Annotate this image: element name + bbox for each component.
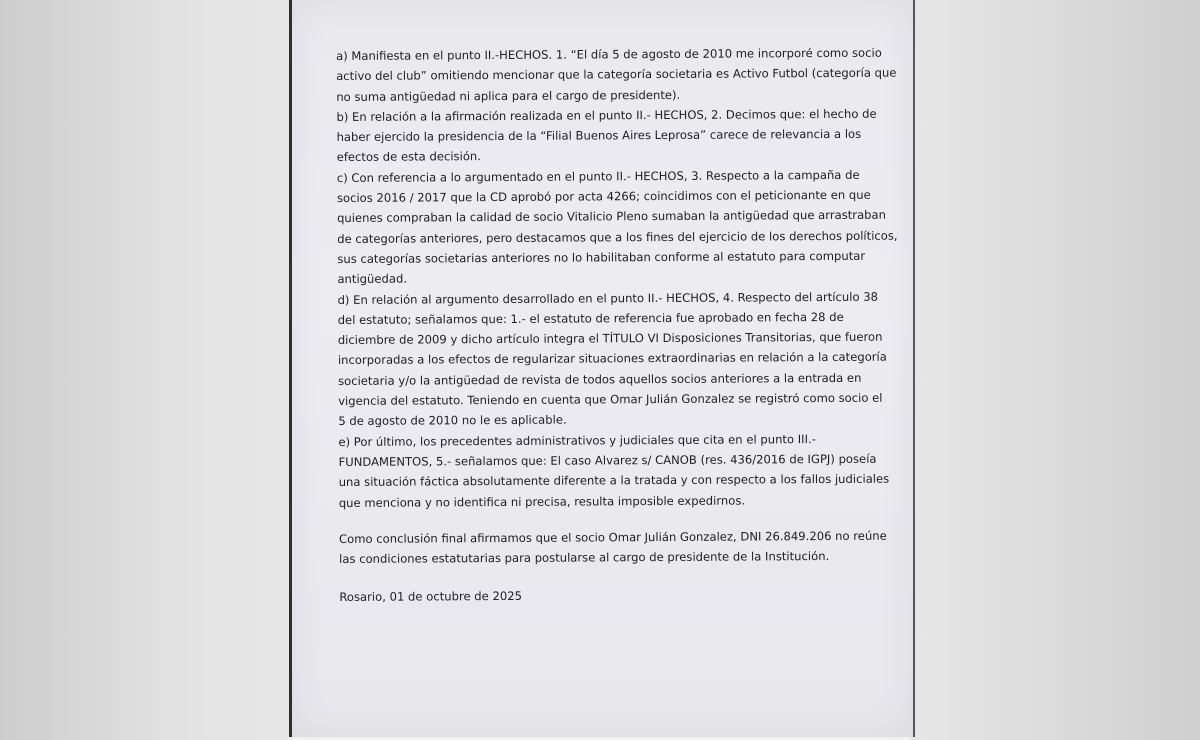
- document-body: [336, 43, 898, 608]
- background-right: [910, 0, 1200, 740]
- body-line: una situación fáctica absolutamente diferente a la tratada y con respecto a los fallos judiciales: [338, 471, 890, 490]
- body-line: sus categorías societarias anteriores no lo habilitaban conforme al estatuto para computar: [337, 248, 866, 266]
- body-line: activo del club” omitiendo mencionar que la categoría societaria es Activo Futbol (categoría que: [336, 65, 897, 84]
- body-line: haber ejercido la presidencia de la “Filial Buenos Aires Leprosa” carece de relevancia a los: [336, 126, 862, 145]
- conclusion-line: Como conclusión final afirmamos que el socio Omar Julián Gonzalez, DNI 26.849.206 no reúne: [338, 528, 887, 546]
- body-line: que menciona y no identifica ni precisa, resulta imposible expedirnos.: [338, 493, 746, 510]
- body-line: d) En relación al argumento desarrollado en el punto II.- HECHOS, 4. Respecto del artículo 38: [337, 289, 879, 307]
- body-line: c) Con referencia a lo argumentado en el punto II.- HECHOS, 3. Respecto a la campaña de: [336, 167, 860, 185]
- background-left: [0, 0, 289, 740]
- conclusion-line: las condiciones estatutarias para postularse al cargo de presidente de la Institución.: [339, 549, 830, 567]
- body-line: vigencia del estatuto. Teniendo en cuenta que Omar Julián Gonzalez se registró como socio el: [338, 390, 883, 409]
- body-line: societaria y/o la antigüedad de revista de todos aquellos socios anteriores a la entrada en: [338, 370, 862, 388]
- body-line: efectos de esta decisión.: [336, 149, 481, 165]
- body-line: b) En relación a la afirmación realizada en el punto II.- HECHOS, 2. Decimos que: el hecho de: [336, 106, 877, 124]
- body-line: e) Por último, los precedentes administrativos y judiciales que cita en el punto III.-: [338, 431, 816, 449]
- body-line: antigüedad.: [337, 271, 408, 287]
- body-line: del estatuto; señalamos que: 1.- el estatuto de referencia fue aprobado en fecha 28 de: [337, 309, 844, 327]
- body-line: 5 de agosto de 2010 no le es aplicable.: [338, 412, 567, 429]
- body-line: incorporadas a los efectos de regularizar situaciones extraordinarias en relación a la categoría: [337, 350, 887, 368]
- paper-sheet: [289, 0, 915, 737]
- body-line: a) Manifiesta en el punto II.-HECHOS. 1. “El día 5 de agosto de 2010 me incorporé como socio: [336, 45, 882, 63]
- body-line: socios 2016 / 2017 que la CD aprobó por acta 4266; coincidimos con el peticionante en que: [336, 187, 871, 206]
- body-line: FUNDAMENTOS, 5.- señalamos que: El caso Alvarez s/ CANOB (res. 436/2016 de IGPJ) poseía: [338, 451, 877, 469]
- body-line: de categorías anteriores, pero destacamos que a los fines del ejercicio de los derechos políticos,: [337, 228, 898, 246]
- body-line: diciembre de 2009 y dicho artículo integra el TÍTULO VI Disposiciones Transitorias, que fueron: [337, 329, 883, 348]
- body-line: quienes compraban la calidad de socio Vitalicio Pleno sumaban la antigüedad que arrastraban: [337, 208, 887, 226]
- date-line: Rosario, 01 de octubre de 2025: [339, 589, 522, 605]
- body-line: no suma antigüedad ni aplica para el cargo de presidente).: [336, 87, 681, 104]
